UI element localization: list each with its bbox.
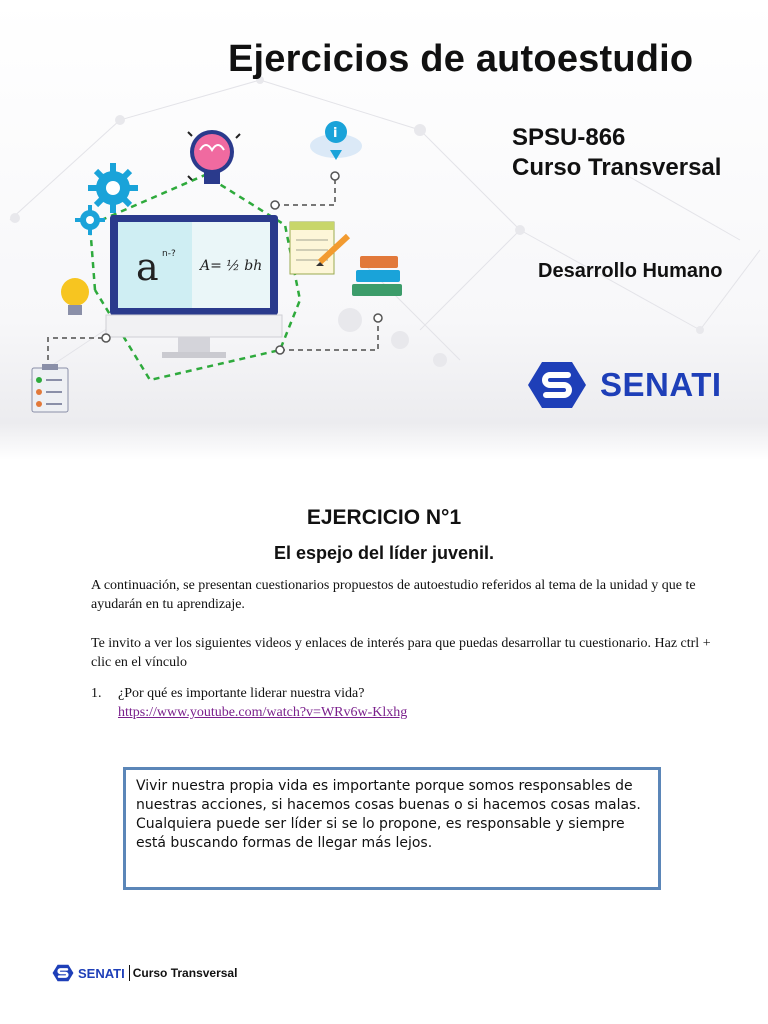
footer — [52, 964, 237, 982]
course-name: Desarrollo Humano — [538, 260, 723, 282]
header-banner — [0, 0, 768, 460]
course-type: Curso Transversal — [512, 154, 722, 181]
svg-text:n-?: n-? — [162, 249, 176, 259]
checklist-icon — [32, 364, 68, 412]
senati-logo — [528, 360, 722, 410]
course-code: SPSU-866 — [512, 124, 626, 151]
monitor-icon — [106, 215, 282, 358]
exercise-title: EJERCICIO N°1 — [306, 506, 462, 529]
answer-box[interactable]: Vivir nuestra propia vida es importante porque somos responsables de nuestras acciones, si hacemos cosas buenas o si hacemos cosas malas. Cualquiera puede ser líder si se lo propone, es responsable y siempre está buscando formas de llegar más lejos. — [123, 767, 661, 890]
question-number: 1. — [91, 686, 102, 701]
lightbulb-icon — [61, 278, 89, 315]
page-title: Ejercicios de autoestudio — [228, 38, 694, 80]
footer-brand: SENATI — [78, 965, 125, 981]
brain-bulb-icon — [188, 130, 240, 184]
question-text: ¿Por qué es importante liderar nuestra vida? — [118, 686, 365, 701]
footer-separator — [129, 965, 130, 981]
svg-text:a: a — [136, 245, 159, 289]
books-icon — [352, 256, 402, 296]
footer-course: Curso Transversal — [132, 966, 238, 980]
intro-paragraph: A continuación, se presentan cuestionarios propuestos de autoestudio referidos al tema de la unidad y que te ayudarán en tu aprendizaje. — [91, 578, 696, 612]
video-link[interactable]: https://www.youtube.com/watch?v=WRv6w-Klxhg — [118, 705, 408, 720]
svg-text:i: i — [333, 126, 338, 141]
svg-text:A= ½ bh: A= ½ bh — [200, 258, 263, 274]
exercise-subtitle: El espejo del líder juvenil. — [273, 543, 495, 563]
notepad-pencil-icon — [290, 222, 348, 274]
cloud-info-icon — [310, 121, 362, 160]
senati-footer-logo-icon — [52, 964, 74, 982]
senati-logo-text: SENATI — [600, 366, 722, 403]
senati-logo-icon — [528, 360, 586, 410]
invite-paragraph: Te invito a ver los siguientes videos y enlaces de interés para que puedas desarrollar tu cuestionario. Haz ctrl + clic en el vínculo — [91, 636, 711, 670]
